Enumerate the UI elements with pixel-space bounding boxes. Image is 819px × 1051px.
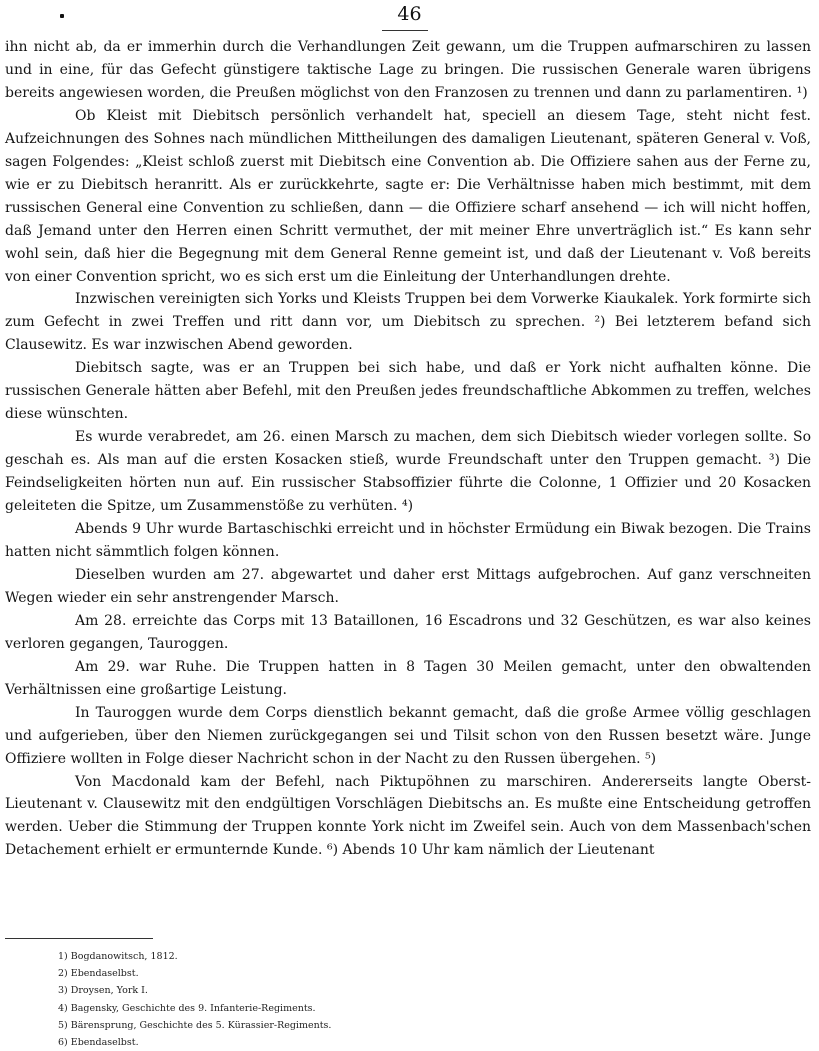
paragraph: Inzwischen vereinigten sich Yorks und Kleists Truppen bei dem Vorwerke Kiaukalek. York formirte sich zum Gefecht in zwei Treffen und ritt dann vor, um Diebitsch zu sprechen. ²) Bei letzterem befand sich Clausewitz. Es war inzwischen Abend geworden.: [5, 291, 811, 354]
footnote: 6) Ebendaselbst.: [58, 1037, 139, 1049]
paragraph: Abends 9 Uhr wurde Bartaschischki erreicht und in höchster Ermüdung ein Biwak bezogen. Die Trains hatten nicht sämmtlich folgen können.: [5, 521, 811, 560]
footnote: 1) Bogdanowitsch, 1812.: [58, 951, 178, 962]
footnotes: [58, 948, 758, 1051]
paragraph: Ob Kleist mit Diebitsch persönlich verhandelt hat, speciell an diesem Tage, steht nicht fest. Aufzeichnungen des Sohnes nach mündlichen Mittheilungen des damaligen Lieutenant, späteren General v. Voß, sagen Folgendes: „Kleist schloß zuerst mit Diebitsch eine Convention ab. Die Offiziere sahen aus der Ferne zu, wie er zu Diebitsch heranritt. Als er zurückkehrte, sagte er: Die Verhältnisse haben mich bestimmt, mit dem russischen General eine Convention zu schließen, dann — die Offiziere scharf ansehend — ich will nicht hoffen, daß Jemand unter den Herren einen Schritt vermuthet, der mit meiner Ehre unverträglich ist.“ Es kann sehr wohl sein, daß hier die Begegnung mit dem General Renne gemeint ist, und daß der Lieutenant v. Voß bereits von einer Convention spricht, wo es sich erst um die Einleitung der Unterhandlungen drehte.: [5, 107, 811, 285]
paragraph: Von Macdonald kam der Befehl, nach Piktupöhnen zu marschiren. Andererseits langte Oberst-Lieutenant v. Clausewitz mit den endgültigen Vorschlägen Diebitschs an. Es mußte eine Entscheidung getroffen werden. Ueber die Stimmung der Truppen konnte York nicht im Zweifel sein. Auch von dem Massenbach'schen Detachement erhielt er ermunternde Kunde. ⁶) Abends 10 Uhr kam nämlich der Lieutenant: [5, 773, 811, 859]
page-number: 46: [397, 3, 422, 25]
footnote: 3) Droysen, York I.: [58, 985, 148, 997]
footnote: 2) Ebendaselbst.: [58, 968, 139, 980]
paragraph: Diebitsch sagte, was er an Truppen bei sich habe, und daß er York nicht aufhalten könne. Die russischen Generale hätten aber Befehl, mit den Preußen jedes freundschaftliche Abkommen zu treffen, welches diese wünschten.: [5, 360, 811, 423]
paragraph: In Tauroggen wurde dem Corps dienstlich bekannt gemacht, daß die große Armee völlig geschlagen und aufgerieben, über den Niemen zurückgegangen sei und Tilsit schon von den Russen besetzt wäre. Junge Offiziere wollten in Folge dieser Nachricht schon in der Nacht zu den Russen übergehen. ⁵): [5, 704, 811, 767]
header-rule: [382, 30, 428, 31]
paragraph: Am 29. war Ruhe. Die Truppen hatten in 8 Tagen 30 Meilen gemacht, unter den obwaltenden Verhältnissen eine großartige Leistung.: [5, 658, 811, 698]
paragraph: Es wurde verabredet, am 26. einen Marsch zu machen, dem sich Diebitsch wieder vorlegen sollte. So geschah es. Als man auf die ersten Kosacken stieß, wurde Freundschaft unter den Truppen gemacht. ³) Die Feindseligkeiten hörten nun auf. Ein russischer Stabsoffizier führte die Colonne, 1 Offizier und 20 Kosacken geleiteten die Spitze, um Zusammenstöße zu verhüten. ⁴): [5, 429, 811, 515]
paragraph-continuation: ihn nicht ab, da er immerhin durch die Verhandlungen Zeit gewann, um die Truppen aufmarschiren zu lassen und in eine, für das Gefecht günstigere taktische Lage zu bringen. Die russischen Generale waren übrigens bereits angewiesen worden, die Preußen möglichst von den Franzosen zu trennen und dann zu parlamentiren. ¹): [5, 39, 811, 101]
paragraph: Dieselben wurden am 27. abgewartet und daher erst Mittags aufgebrochen. Auf ganz verschneiten Wegen wieder ein sehr anstrengender Marsch.: [5, 566, 811, 606]
footnote: 4) Bagensky, Geschichte des 9. Infanterie-Regiments.: [58, 1002, 316, 1014]
footnote: 5) Bärensprung, Geschichte des 5. Kürassier-Regiments.: [58, 1019, 332, 1031]
paragraph: Am 28. erreichte das Corps mit 13 Bataillonen, 16 Escadrons und 32 Geschützen, es war also keines verloren gegangen, Tauroggen.: [5, 612, 811, 652]
body-text: [5, 36, 811, 862]
footnote-separator: [5, 938, 153, 939]
